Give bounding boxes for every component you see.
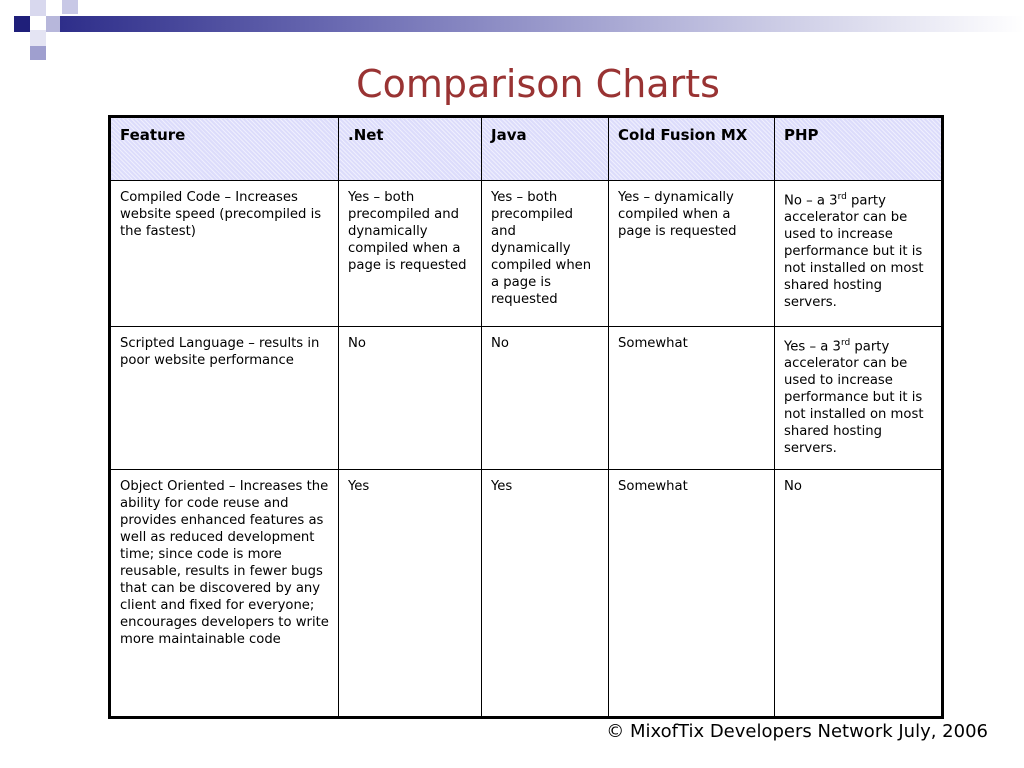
cell-php: [775, 181, 943, 327]
superscript-ordinal: rd: [840, 338, 851, 348]
decoration-square: [46, 16, 60, 32]
table-row: [110, 181, 943, 327]
cell-coldfusion: Somewhat: [609, 327, 775, 470]
cell-coldfusion: Somewhat: [609, 470, 775, 718]
cell-java: No: [482, 327, 609, 470]
cell-java: Yes – both precompiled and dynamically compiled when a page is requested: [482, 181, 609, 327]
comparison-table: [108, 115, 944, 719]
table-row: [110, 327, 943, 470]
decoration-square: [30, 46, 46, 60]
cell-php-text-end: party accelerator can be used to increase performance but it is not installed on most shared hosting servers.: [784, 193, 924, 311]
cell-php-text-start: Yes – a 3: [784, 339, 841, 355]
cell-feature: Compiled Code – Increases website speed (precompiled is the fastest): [110, 181, 339, 327]
column-header-php: PHP: [775, 117, 943, 181]
cell-net: Yes – both precompiled and dynamically compiled when a page is requested: [339, 181, 482, 327]
copyright-footer: © MixofTix Developers Network July, 2006: [606, 721, 988, 742]
column-header-java: Java: [482, 117, 609, 181]
header-decoration-band: [60, 16, 1024, 32]
cell-java: Yes: [482, 470, 609, 718]
cell-php-text-end: party accelerator can be used to increase performance but it is not installed on most shared hosting servers.: [784, 339, 924, 457]
cell-coldfusion: Yes – dynamically compiled when a page is requested: [609, 181, 775, 327]
decoration-square: [14, 16, 30, 32]
cell-feature: Scripted Language – results in poor website performance: [110, 327, 339, 470]
column-header-feature: Feature: [110, 117, 339, 181]
cell-feature: Object Oriented – Increases the ability for code reuse and provides enhanced features as well as reduced development time; since code is more reusable, results in fewer bugs that can be discovered by any client and fixed for everyone; encourages developers to write more maintainable code: [110, 470, 339, 718]
decoration-square: [30, 30, 46, 46]
superscript-ordinal: rd: [837, 192, 847, 202]
cell-net: No: [339, 327, 482, 470]
table-row: [110, 470, 943, 718]
page-title: Comparison Charts: [356, 62, 720, 106]
cell-php: No: [775, 470, 943, 718]
decoration-square: [30, 0, 46, 16]
table-header-row: [110, 117, 943, 181]
cell-php-text-start: No – a 3: [784, 193, 838, 209]
cell-php: [775, 327, 943, 470]
cell-net: Yes: [339, 470, 482, 718]
column-header-net: .Net: [339, 117, 482, 181]
column-header-coldfusion: Cold Fusion MX: [609, 117, 775, 181]
decoration-square: [62, 0, 78, 14]
